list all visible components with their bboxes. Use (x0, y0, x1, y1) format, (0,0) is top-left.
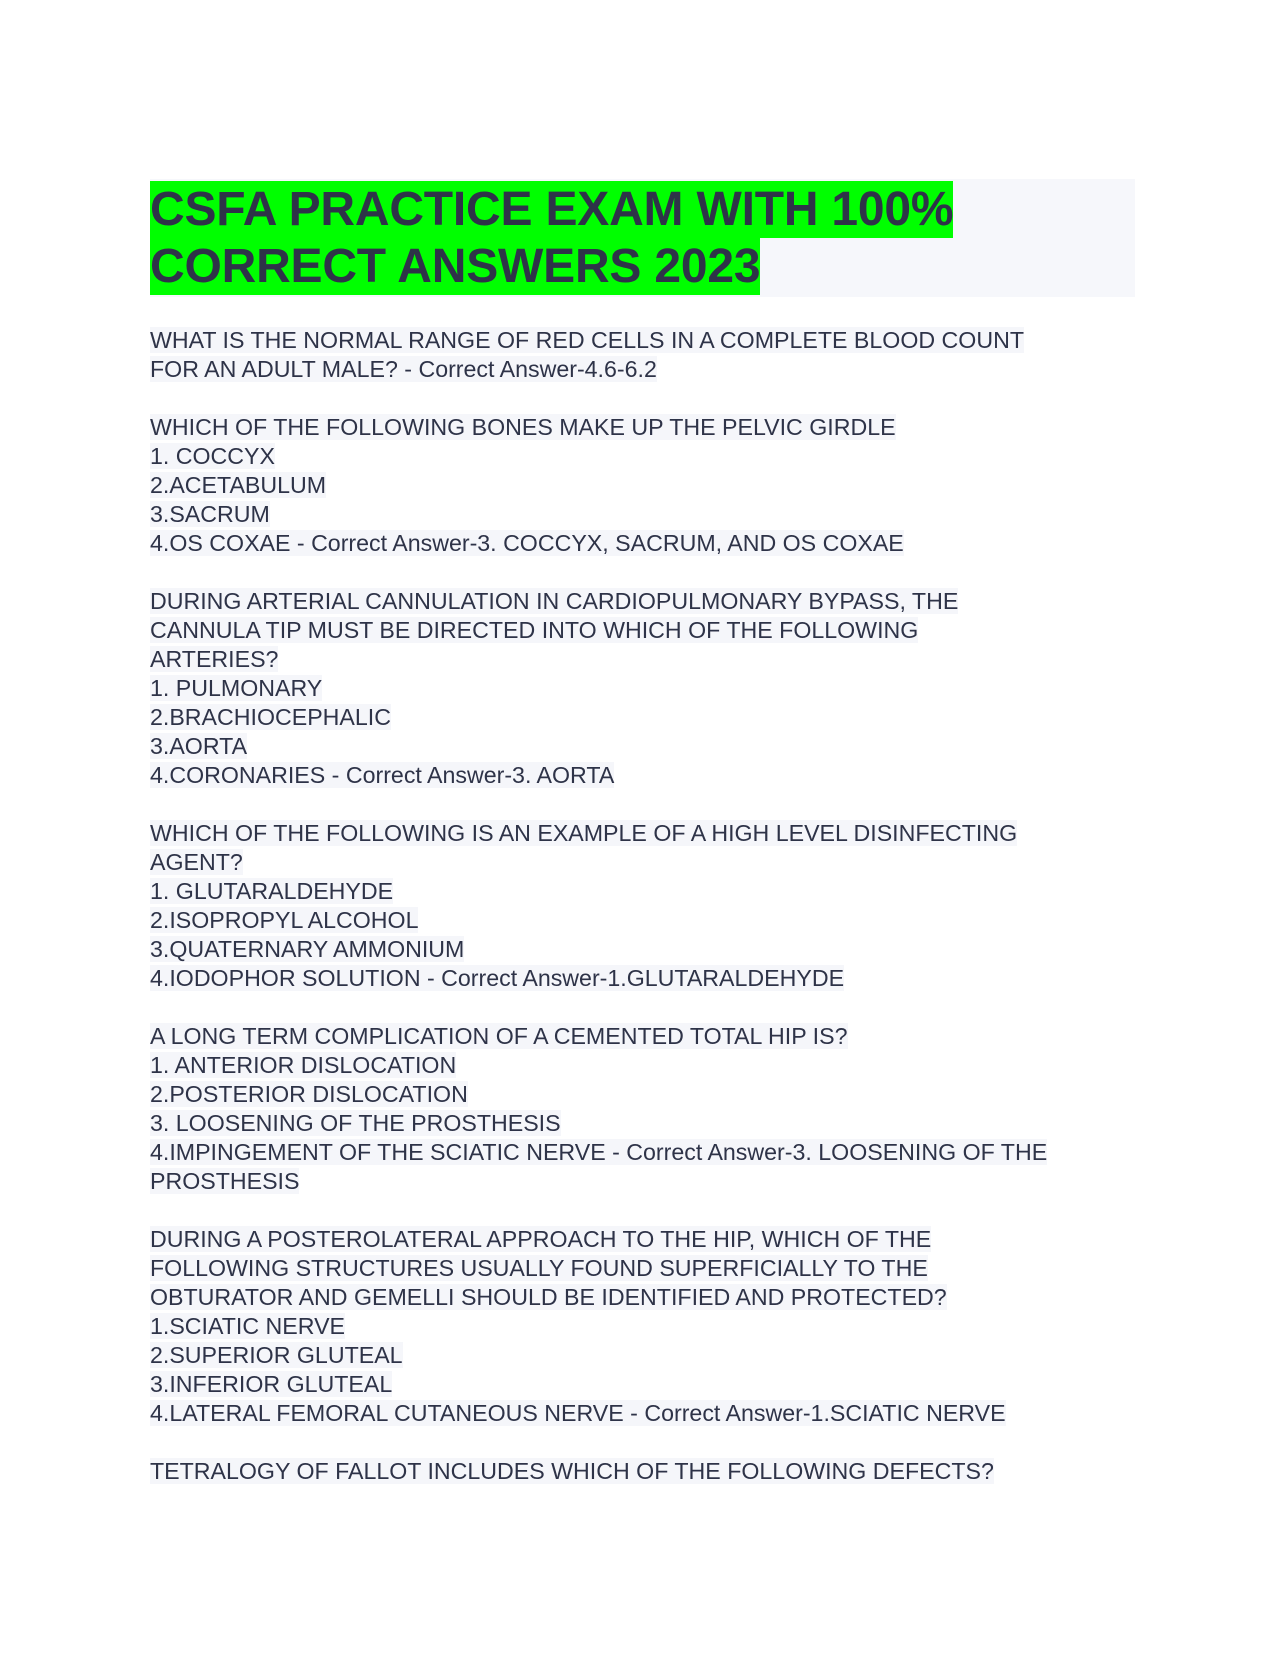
text-line: DURING A POSTEROLATERAL APPROACH TO THE HIP, WHICH OF THE (150, 1226, 932, 1252)
question-block (150, 1022, 1135, 1196)
text-line: 3.INFERIOR GLUTEAL (150, 1371, 393, 1397)
title-line: CORRECT ANSWERS 2023 (150, 240, 761, 293)
question-block (150, 413, 1135, 558)
text-line: DURING ARTERIAL CANNULATION IN CARDIOPULMONARY BYPASS, THE (150, 588, 959, 614)
question-block (150, 819, 1135, 993)
text-line: 2.BRACHIOCEPHALIC (150, 704, 391, 730)
text-line: 1. GLUTARALDEHYDE (150, 878, 394, 904)
text-line: 4.CORONARIES - Correct Answer-3. AORTA (150, 762, 615, 788)
text-line: WHAT IS THE NORMAL RANGE OF RED CELLS IN A COMPLETE BLOOD COUNT (150, 327, 1024, 353)
text-line: WHICH OF THE FOLLOWING BONES MAKE UP THE PELVIC GIRDLE (150, 414, 896, 440)
text-line: 1. ANTERIOR DISLOCATION (150, 1052, 457, 1078)
question-block (150, 1225, 1135, 1428)
text-line: 2.ACETABULUM (150, 472, 327, 498)
title-line: CSFA PRACTICE EXAM WITH 100% (150, 183, 954, 236)
text-line: A LONG TERM COMPLICATION OF A CEMENTED TOTAL HIP IS? (150, 1023, 848, 1049)
text-line: 4.IMPINGEMENT OF THE SCIATIC NERVE - Correct Answer-3. LOOSENING OF THE (150, 1139, 1048, 1165)
question-block (150, 326, 1135, 384)
text-line: 4.IODOPHOR SOLUTION - Correct Answer-1.GLUTARALDEHYDE (150, 965, 845, 991)
text-line: 2.POSTERIOR DISLOCATION (150, 1081, 468, 1107)
text-line: 1.SCIATIC NERVE (150, 1313, 345, 1339)
text-line: ARTERIES? (150, 646, 279, 672)
text-line: 3. LOOSENING OF THE PROSTHESIS (150, 1110, 561, 1136)
text-line: 1. PULMONARY (150, 675, 323, 701)
text-line: FOLLOWING STRUCTURES USUALLY FOUND SUPERFICIALLY TO THE (150, 1255, 928, 1281)
text-line: 4.LATERAL FEMORAL CUTANEOUS NERVE - Correct Answer-1.SCIATIC NERVE (150, 1400, 1006, 1426)
text-line: 1. COCCYX (150, 443, 275, 469)
text-line: 3.SACRUM (150, 501, 270, 527)
text-line: 4.OS COXAE - Correct Answer-3. COCCYX, SACRUM, AND OS COXAE (150, 530, 904, 556)
text-line: FOR AN ADULT MALE? - Correct Answer-4.6-6.2 (150, 356, 657, 382)
text-line: PROSTHESIS (150, 1168, 300, 1194)
document-page (150, 179, 1135, 1515)
question-block (150, 1457, 1135, 1486)
text-line: AGENT? (150, 849, 243, 875)
document-title (150, 179, 1135, 297)
text-line: WHICH OF THE FOLLOWING IS AN EXAMPLE OF A HIGH LEVEL DISINFECTING (150, 820, 1018, 846)
text-line: 2.ISOPROPYL ALCOHOL (150, 907, 419, 933)
text-line: OBTURATOR AND GEMELLI SHOULD BE IDENTIFIED AND PROTECTED? (150, 1284, 947, 1310)
text-line: TETRALOGY OF FALLOT INCLUDES WHICH OF THE FOLLOWING DEFECTS? (150, 1458, 994, 1484)
text-line: 3.QUATERNARY AMMONIUM (150, 936, 465, 962)
text-line: 3.AORTA (150, 733, 248, 759)
text-line: 2.SUPERIOR GLUTEAL (150, 1342, 403, 1368)
question-block (150, 587, 1135, 790)
text-line: CANNULA TIP MUST BE DIRECTED INTO WHICH OF THE FOLLOWING (150, 617, 919, 643)
